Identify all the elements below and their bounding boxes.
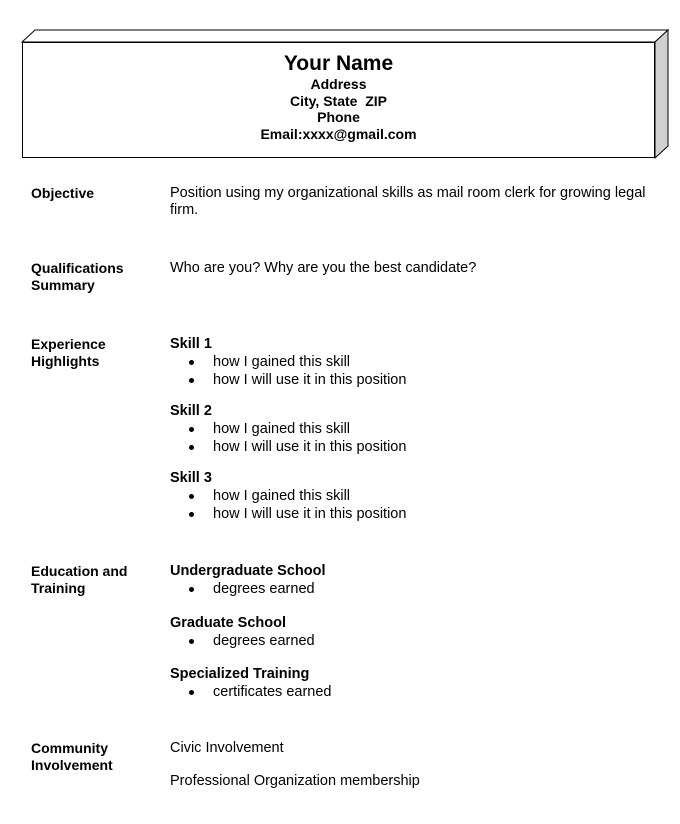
community-label: Community Involvement [31, 740, 113, 773]
education-content [170, 563, 650, 716]
education-group [170, 615, 650, 651]
skill-title: Skill 2 [170, 403, 212, 419]
bullet-text: degrees earned [213, 581, 315, 597]
bullet-text: how I gained this skill [213, 354, 351, 370]
community-line: Civic Involvement [170, 740, 284, 756]
skill-group [170, 470, 650, 523]
bullet-text: how I gained this skill [213, 488, 351, 504]
skill-group [170, 336, 650, 389]
objective-label: Objective [31, 185, 95, 201]
bullet-text: how I gained this skill [213, 421, 351, 437]
bullet-icon [189, 427, 194, 432]
experience-content [170, 336, 650, 537]
qualifications-label: Qualifications Summary [31, 260, 124, 293]
bullet-icon [189, 360, 194, 365]
education-label: Education and Training [31, 563, 128, 596]
header-box [22, 42, 655, 158]
skill-bullets [170, 354, 650, 389]
community-content [170, 740, 650, 790]
list-item [170, 439, 650, 457]
education-bullets [170, 684, 650, 702]
address-line: Address [310, 76, 367, 92]
bullet-text: how I will use it in this position [213, 438, 407, 455]
contact-block [23, 52, 654, 142]
bullet-icon [189, 494, 194, 499]
experience-label: Experience Highlights [31, 336, 106, 369]
education-bullets [170, 581, 650, 599]
city-state-zip-line: City, State ZIP [290, 92, 387, 109]
bullet-icon [189, 690, 194, 695]
candidate-name: Your Name [283, 52, 394, 75]
skill-title: Skill 1 [170, 336, 212, 352]
list-item [170, 488, 650, 506]
bullet-icon [189, 512, 194, 517]
skill-bullets [170, 488, 650, 523]
skill-title: Skill 3 [170, 470, 212, 486]
skill-bullets [170, 421, 650, 456]
bullet-icon [189, 378, 194, 383]
education-title: Specialized Training [170, 666, 310, 682]
skill-group [170, 403, 650, 456]
bullet-icon [189, 445, 194, 450]
list-item [170, 506, 650, 524]
list-item [170, 684, 650, 702]
education-group [170, 563, 650, 599]
bullet-text: how I will use it in this position [213, 371, 407, 388]
phone-line: Phone [317, 109, 360, 125]
community-line: Professional Organization membership [170, 773, 420, 789]
bullet-icon [189, 639, 194, 644]
list-item [170, 421, 650, 439]
education-group [170, 666, 650, 702]
education-title: Graduate School [170, 614, 287, 631]
education-bullets [170, 633, 650, 651]
bullet-icon [189, 587, 194, 592]
qualifications-text: Who are you? Why are you the best candidate? [170, 260, 477, 276]
list-item [170, 633, 650, 651]
list-item [170, 581, 650, 599]
education-title: Undergraduate School [170, 563, 326, 579]
list-item [170, 372, 650, 390]
objective-text: Position using my organizational skills as mail room clerk for growing legal firm. [170, 185, 646, 218]
bullet-text: how I will use it in this position [213, 505, 407, 522]
email-line: Email:xxxx@gmail.com [260, 125, 417, 142]
list-item [170, 354, 650, 372]
bullet-text: certificates earned [213, 684, 332, 700]
bullet-text: degrees earned [213, 632, 315, 649]
